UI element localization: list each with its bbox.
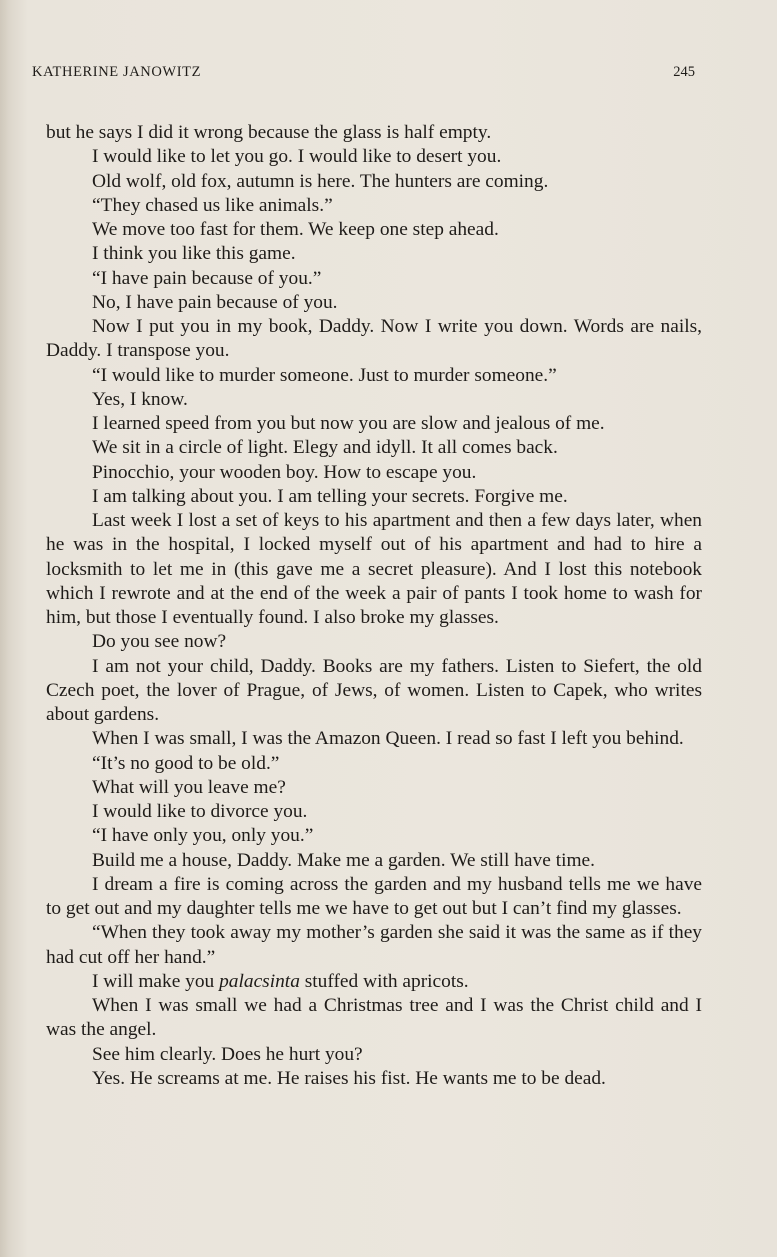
paragraph: I dream a fire is coming across the garden and my husband tells me we have to get out and my daughter tells me we have to get out but I can’t find my glasses.: [46, 873, 702, 919]
paragraph: See him clearly. Does he hurt you?: [92, 1043, 363, 1065]
paragraph: “I have pain because of you.”: [92, 267, 322, 289]
paragraph: Do you see now?: [92, 631, 227, 653]
italic-word: palacsinta: [219, 970, 300, 992]
paragraph: Now I put you in my book, Daddy. Now I write you down. Words are nails, Daddy. I transpose you.: [46, 316, 702, 362]
paragraph: I am not your child, Daddy. Books are my fathers. Listen to Siefert, the old Czech poet, the lover of Prague, of Jews, of women. Listen to Capek, who writes about gardens.: [46, 655, 702, 725]
paragraph: I would like to let you go. I would like to desert you.: [92, 146, 502, 168]
page-number: 245: [673, 64, 695, 80]
running-header: [32, 64, 695, 86]
paragraph: Pinocchio, your wooden boy. How to escape you.: [92, 461, 477, 483]
paragraph: Last week I lost a set of keys to his apartment and then a few days later, when he was in the hospital, I locked myself out of his apartment and had to hire a locksmith to let me in (this gave me a secret pleasure). And I lost this notebook which I rewrote and at the end of the week a pair of pants I took home to wash for him, but those I eventually found. I also broke my glasses.: [46, 510, 702, 628]
paragraph: but he says I did it wrong because the glass is half empty.: [46, 122, 492, 143]
paragraph: “It’s no good to be old.”: [92, 752, 280, 774]
paragraph: I would like to divorce you.: [92, 801, 308, 822]
paragraph: “When they took away my mother’s garden she said it was the same as if they had cut off her hand.”: [46, 922, 702, 968]
paragraph: When I was small, I was the Amazon Queen. I read so fast I left you behind.: [92, 728, 684, 750]
paragraph: [46, 970, 702, 994]
text-run: I will make you: [92, 970, 220, 992]
header-author: KATHERINE JANOWITZ: [32, 64, 202, 80]
paragraph: We move too fast for them. We keep one step ahead.: [92, 219, 499, 240]
paragraph: We sit in a circle of light. Elegy and idyll. It all comes back.: [92, 437, 558, 459]
paragraph: “I have only you, only you.”: [92, 825, 314, 847]
paragraph: I think you like this game.: [92, 243, 296, 265]
paragraph: Yes. He screams at me. He raises his fist. He wants me to be dead.: [92, 1067, 606, 1089]
paragraph: When I was small we had a Christmas tree and I was the Christ child and I was the angel.: [46, 995, 702, 1041]
text-run: stuffed with apricots.: [299, 970, 469, 992]
paragraph: Yes, I know.: [92, 388, 188, 410]
paragraph: “I would like to murder someone. Just to murder someone.”: [92, 364, 557, 386]
paragraph: I learned speed from you but now you are slow and jealous of me.: [92, 413, 605, 434]
paragraph: I am talking about you. I am telling your secrets. Forgive me.: [92, 485, 568, 507]
paragraph: Build me a house, Daddy. Make me a garden. We still have time.: [92, 849, 595, 871]
body-text: [46, 121, 702, 1091]
paragraph: No, I have pain because of you.: [92, 291, 338, 313]
paragraph: Old wolf, old fox, autumn is here. The hunters are coming.: [92, 170, 549, 192]
paragraph: What will you leave me?: [92, 776, 286, 798]
paragraph: “They chased us like animals.”: [92, 194, 333, 216]
